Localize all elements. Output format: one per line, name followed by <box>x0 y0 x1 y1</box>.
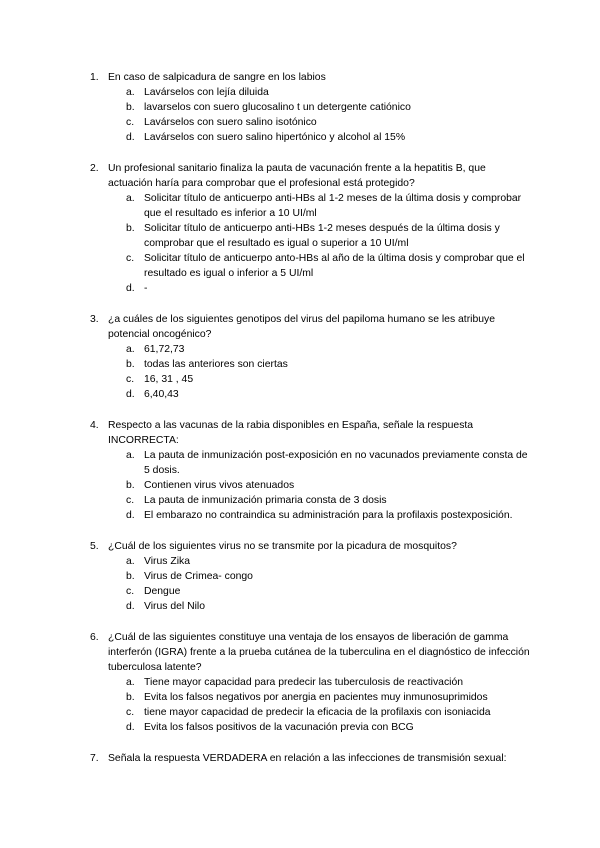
question-text: ¿Cuál de los siguientes virus no se transmite por la picadura de mosquitos? <box>108 541 457 552</box>
question-text: Señala la respuesta VERDADERA en relación a las infecciones de transmisión sexual: <box>108 753 507 764</box>
option-text: Contienen virus vivos atenuados <box>144 480 295 491</box>
option-letter: d. <box>126 283 135 294</box>
option-text: La pauta de inmunización primaria consta de 3 dosis <box>144 495 387 506</box>
option-text: Solicitar título de anticuerpo anti-HBs al 1-2 meses de la última dosis y comprobar que el resultado es inferior a 10 UI/ml <box>144 193 522 219</box>
option-list <box>108 448 530 523</box>
option-text: Lavárselos con suero salino isotónico <box>144 117 317 128</box>
option-letter: d. <box>126 722 135 733</box>
option-c <box>108 372 530 387</box>
question-text: Un profesional sanitario finaliza la pauta de vacunación frente a la hepatitis B, que actuación haría para comprobar que el profesional está protegido? <box>108 163 486 189</box>
question-text: ¿a cuáles de los siguientes genotipos del virus del papiloma humano se les atribuye potencial oncogénico? <box>108 314 495 340</box>
option-b <box>108 569 530 584</box>
option-text: La pauta de inmunización post-exposición en no vacunados previamente consta de 5 dosis. <box>144 450 528 476</box>
question-text: En caso de salpicadura de sangre en los labios <box>108 72 326 83</box>
option-text: Virus Zika <box>144 556 191 567</box>
option-d <box>108 130 530 145</box>
option-b <box>108 100 530 115</box>
option-d <box>108 281 530 296</box>
question-number: 1. <box>90 72 99 83</box>
question-number: 4. <box>90 420 99 431</box>
option-b <box>108 478 530 493</box>
question-number: 7. <box>90 753 99 764</box>
option-text: Dengue <box>144 586 181 597</box>
question-3 <box>90 312 530 402</box>
option-letter: a. <box>126 450 135 461</box>
option-list <box>108 85 530 145</box>
option-d <box>108 508 530 523</box>
question-4 <box>90 418 530 523</box>
option-letter: c. <box>126 117 135 128</box>
option-text: Virus de Crimea- congo <box>144 571 253 582</box>
option-letter: b. <box>126 223 135 234</box>
option-letter: b. <box>126 359 135 370</box>
option-text: Virus del Nilo <box>144 601 206 612</box>
question-text: Respecto a las vacunas de la rabia disponibles en España, señale la respuesta INCORRECTA: <box>108 420 474 446</box>
option-text: lavarselos con suero glucosalino t un detergente catiónico <box>144 102 411 113</box>
option-text: Evita los falsos positivos de la vacunación previa con BCG <box>144 722 414 733</box>
option-letter: b. <box>126 692 135 703</box>
option-letter: a. <box>126 677 135 688</box>
option-d <box>108 720 530 735</box>
option-c <box>108 493 530 508</box>
option-a <box>108 448 530 478</box>
option-text: 16, 31 , 45 <box>144 374 194 385</box>
option-letter: c. <box>126 253 135 264</box>
option-b <box>108 690 530 705</box>
option-d <box>108 387 530 402</box>
option-letter: a. <box>126 556 135 567</box>
question-7 <box>90 751 530 766</box>
question-number: 3. <box>90 314 99 325</box>
option-text: 61,72,73 <box>144 344 185 355</box>
option-list <box>108 675 530 735</box>
option-list <box>108 191 530 296</box>
option-text: El embarazo no contraindica su administración para la profilaxis postexposición. <box>144 510 513 521</box>
option-c <box>108 115 530 130</box>
option-list <box>108 554 530 614</box>
question-5 <box>90 539 530 614</box>
option-c <box>108 705 530 720</box>
option-letter: b. <box>126 480 135 491</box>
option-letter: d. <box>126 389 135 400</box>
question-number: 5. <box>90 541 99 552</box>
option-text: Tiene mayor capacidad para predecir las tuberculosis de reactivación <box>144 677 464 688</box>
option-text: Solicitar título de anticuerpo anti-HBs 1-2 meses después de la última dosis y comprobar que el resultado es igual o superior a 10 UI/ml <box>144 223 500 249</box>
option-letter: c. <box>126 586 135 597</box>
option-text: Evita los falsos negativos por anergia en pacientes muy inmunosuprimidos <box>144 692 488 703</box>
option-text: Lavárselos con suero salino hipertónico y alcohol al 15% <box>144 132 406 143</box>
option-letter: c. <box>126 707 135 718</box>
option-letter: c. <box>126 374 135 385</box>
question-number: 2. <box>90 163 99 174</box>
option-a <box>108 85 530 100</box>
option-text: tiene mayor capacidad de predecir la eficacia de la profilaxis con isoniacida <box>144 707 491 718</box>
question-list <box>90 70 530 782</box>
option-c <box>108 251 530 281</box>
option-letter: a. <box>126 193 135 204</box>
option-text: Lavárselos con lejía diluida <box>144 87 269 98</box>
option-text: Solicitar título de anticuerpo anto-HBs al año de la última dosis y comprobar que el resultado es igual o inferior a 5 UI/ml <box>144 253 525 279</box>
option-letter: c. <box>126 495 135 506</box>
option-a <box>108 554 530 569</box>
option-letter: a. <box>126 344 135 355</box>
option-letter: a. <box>126 87 135 98</box>
question-6 <box>90 630 530 735</box>
option-a <box>108 191 530 221</box>
option-letter: d. <box>126 510 135 521</box>
option-b <box>108 221 530 251</box>
option-letter: d. <box>126 132 135 143</box>
option-list <box>108 342 530 402</box>
option-text: todas las anteriores son ciertas <box>144 359 288 370</box>
option-letter: b. <box>126 102 135 113</box>
question-2 <box>90 161 530 296</box>
option-d <box>108 599 530 614</box>
option-c <box>108 584 530 599</box>
option-letter: b. <box>126 571 135 582</box>
option-b <box>108 357 530 372</box>
question-number: 6. <box>90 632 99 643</box>
option-a <box>108 675 530 690</box>
question-1 <box>90 70 530 145</box>
option-letter: d. <box>126 601 135 612</box>
question-text: ¿Cuál de las siguientes constituye una ventaja de los ensayos de liberación de gamma interferón (IGRA) frente a la prueba cutánea de la tuberculina en el diagnóstico de infección tuberculosa latente? <box>108 632 530 673</box>
option-text: - <box>144 283 148 294</box>
option-text: 6,40,43 <box>144 389 179 400</box>
option-a <box>108 342 530 357</box>
